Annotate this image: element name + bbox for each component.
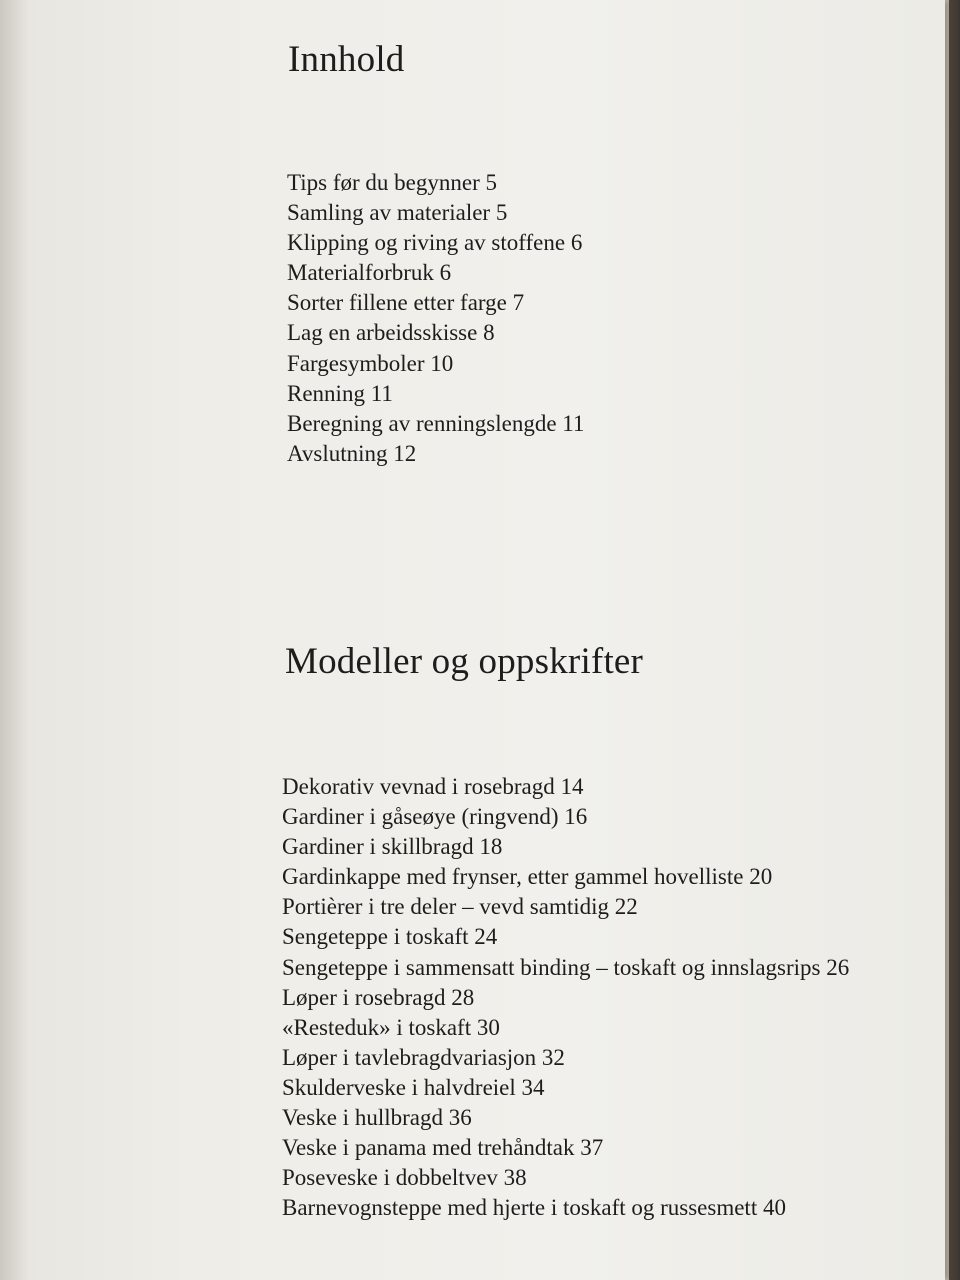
toc-entry: Gardiner i gåseøye (ringvend) 16 (282, 804, 588, 830)
toc-entry: Veske i hullbragd 36 (282, 1105, 472, 1131)
toc-entry: Gardinkappe med frynser, etter gammel hovelliste 20 (282, 864, 773, 890)
toc-entry: Skulderveske i halvdreiel 34 (282, 1074, 545, 1100)
toc-entry: Portièrer i tre deler – vevd samtidig 22 (282, 894, 638, 920)
toc-entry: Løper i tavlebragdvariasjon 32 (282, 1044, 565, 1070)
toc-entry: Samling av materialer 5 (287, 200, 508, 226)
toc-entry: Beregning av renningslengde 11 (287, 410, 585, 436)
toc-list-modeller (282, 772, 849, 1223)
toc-entry: Barnevognsteppe med hjerte i toskaft og russesmett 40 (282, 1195, 786, 1221)
toc-entry: Veske i panama med trehåndtak 37 (282, 1135, 604, 1161)
toc-entry: Materialforbruk 6 (287, 260, 452, 286)
toc-entry: Lag en arbeidsskisse 8 (287, 320, 495, 346)
toc-entry: Renning 11 (287, 380, 393, 406)
toc-entry: Løper i rosebragd 28 (282, 984, 475, 1010)
toc-entry: «Resteduk» i toskaft 30 (282, 1014, 500, 1040)
toc-list-innhold (287, 168, 584, 469)
toc-entry: Gardiner i skillbragd 18 (282, 834, 503, 860)
toc-entry: Poseveske i dobbeltvev 38 (282, 1165, 527, 1191)
section-title-innhold: Innhold (288, 39, 405, 80)
toc-entry: Sengeteppe i toskaft 24 (282, 924, 498, 950)
toc-entry: Sengeteppe i sammensatt binding – toskaft og innslagsrips 26 (282, 954, 850, 980)
toc-entry: Avslutning 12 (287, 440, 417, 466)
toc-entry: Dekorativ vevnad i rosebragd 14 (282, 774, 584, 799)
section-title-modeller: Modeller og oppskrifter (285, 641, 644, 682)
toc-entry: Tips før du begynner 5 (287, 170, 497, 195)
toc-entry: Fargesymboler 10 (287, 350, 454, 376)
toc-entry: Klipping og riving av stoffene 6 (287, 230, 583, 256)
toc-entry: Sorter fillene etter farge 7 (287, 290, 525, 316)
